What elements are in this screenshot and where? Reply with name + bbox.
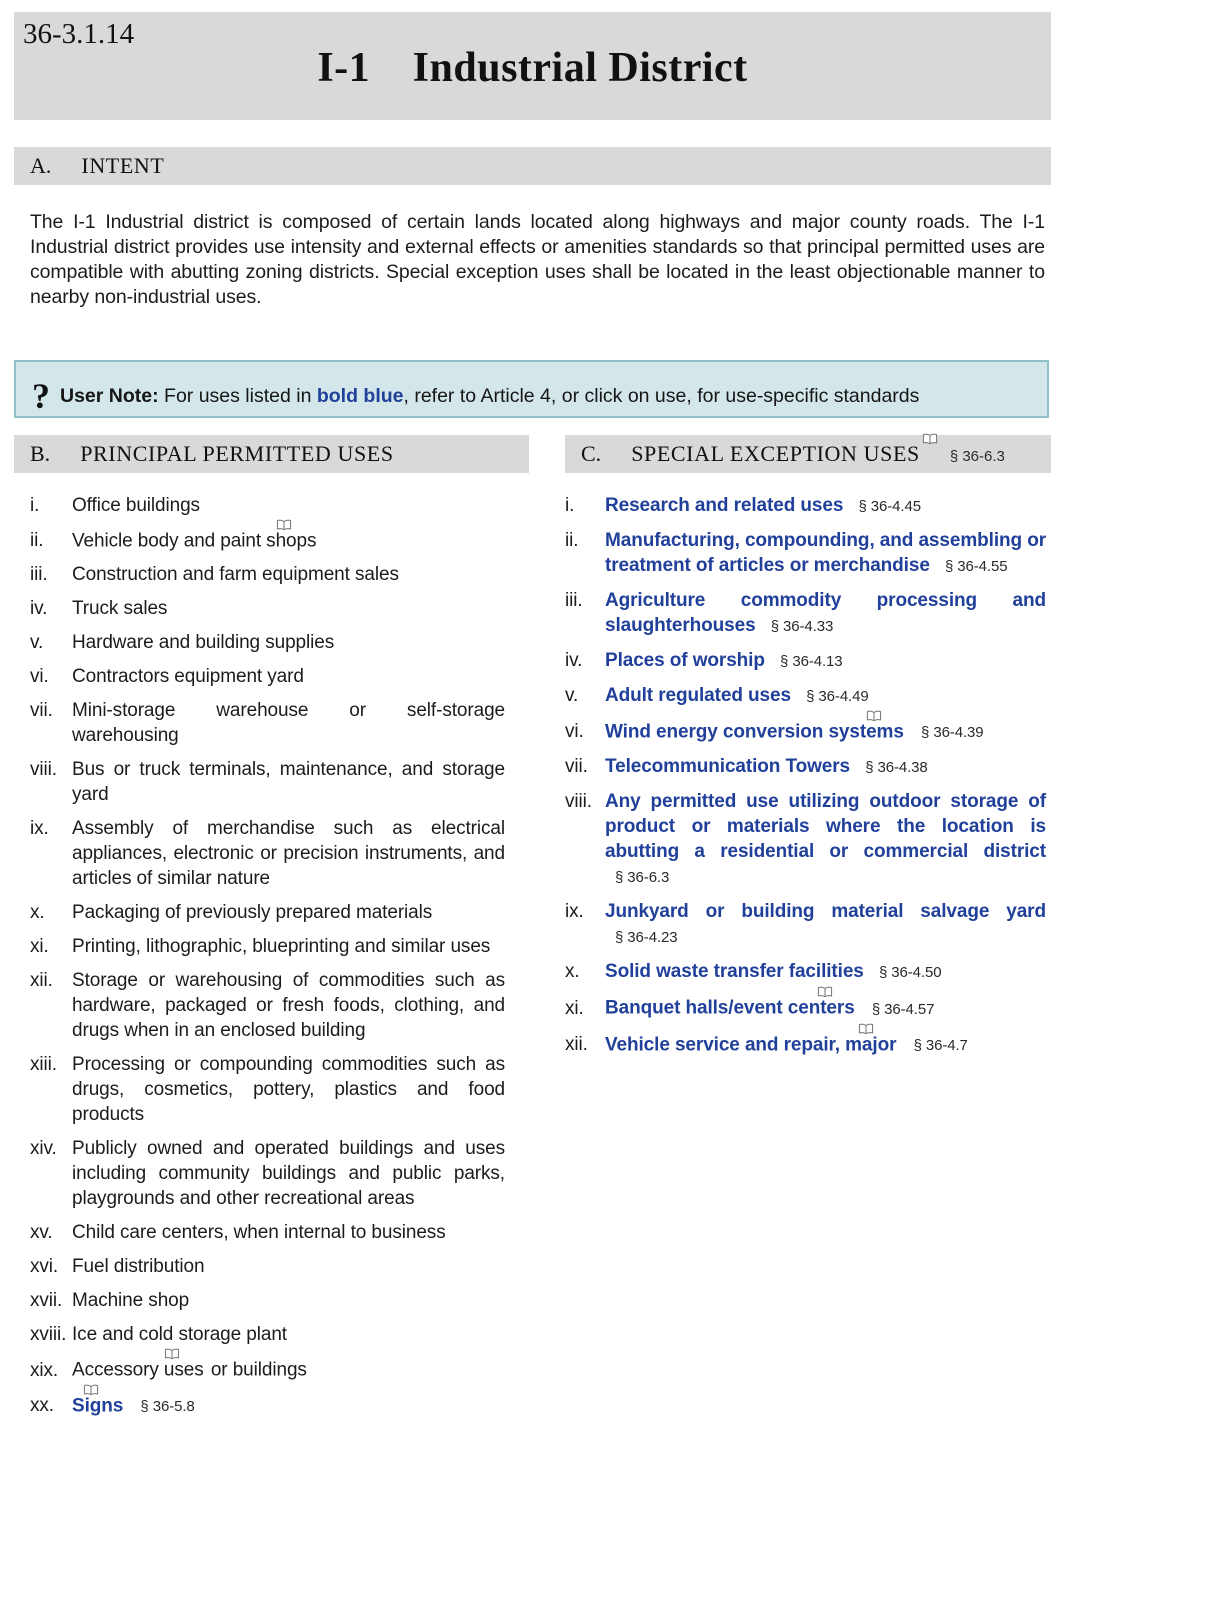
item-numeral: vii.: [565, 756, 588, 778]
use-item: [565, 683, 1046, 709]
use-link[interactable]: Wind energy conversion systems: [605, 721, 904, 743]
use-item: [30, 664, 505, 689]
code-reference: § 36-4.38: [865, 759, 928, 777]
intent-section-title: INTENT: [81, 153, 165, 178]
use-label: Publicly owned and operated buildings and uses including community buildings and public parks, playgrounds and other recreational areas: [72, 1138, 505, 1210]
use-link[interactable]: Banquet halls/event centers: [605, 997, 855, 1019]
use-item: [565, 588, 1046, 639]
item-numeral: vii.: [30, 700, 53, 722]
use-label: Processing or compounding commodities such as drugs, cosmetics, pottery, plastics and food products: [72, 1054, 505, 1126]
use-item: [565, 718, 1046, 745]
item-numeral: xix.: [30, 1359, 59, 1381]
code-reference: § 36-6.3: [615, 869, 670, 887]
item-numeral: xi.: [565, 997, 584, 1019]
use-item: [30, 698, 505, 748]
use-item: [30, 1356, 505, 1382]
use-link[interactable]: Research and related uses: [605, 495, 844, 516]
use-link[interactable]: Solid waste transfer facilities: [605, 961, 864, 983]
code-reference: § 36-4.45: [858, 498, 921, 515]
intent-section-letter: A.: [30, 153, 52, 178]
use-label: Truck sales: [72, 598, 168, 620]
item-numeral: xvii.: [30, 1290, 63, 1312]
bold-blue-sample: bold blue: [316, 385, 404, 407]
item-numeral: i.: [565, 495, 575, 516]
use-item: [30, 757, 505, 807]
item-numeral: viii.: [30, 759, 57, 781]
use-item: [565, 899, 1046, 950]
use-item: [30, 1288, 505, 1313]
code-reference: § 36-4.39: [921, 724, 984, 742]
use-label: Bus or truck terminals, maintenance, and storage yard: [72, 759, 505, 806]
item-numeral: xvi.: [30, 1256, 59, 1278]
item-numeral: xii.: [565, 1033, 588, 1055]
use-link[interactable]: Any permitted use utilizing outdoor storage of product or materials where the location is abutting a residential or commercial district: [605, 791, 1046, 863]
code-reference: § 36-4.7: [913, 1036, 968, 1054]
item-numeral: i.: [30, 495, 40, 516]
user-note-text: [60, 384, 919, 409]
use-label: Mini-storage warehouse or self-storage warehousing: [72, 700, 505, 747]
item-numeral: vi.: [565, 721, 584, 743]
use-item: [30, 934, 505, 959]
use-label: Printing, lithographic, blueprinting and similar uses: [72, 936, 491, 958]
intent-heading-bar: [14, 147, 1051, 185]
code-reference: § 36-4.49: [806, 688, 869, 705]
use-label: Packaging of previously prepared materials: [72, 902, 433, 924]
item-numeral: xx.: [30, 1394, 54, 1416]
item-numeral: xii.: [30, 970, 53, 992]
item-numeral: v.: [30, 632, 44, 654]
special-exception-uses-section: [565, 435, 1051, 1428]
use-label: Child care centers, when internal to business: [72, 1222, 446, 1244]
user-note-before: For uses listed in: [158, 385, 317, 407]
special-section-title: SPECIAL EXCEPTION USES: [631, 441, 920, 466]
use-item: [565, 754, 1046, 780]
item-numeral: v.: [565, 685, 579, 706]
use-label: Ice and cold storage plant: [72, 1324, 287, 1346]
special-section-letter: C.: [581, 441, 602, 466]
use-item: [30, 1136, 505, 1211]
use-label: Fuel distribution: [72, 1256, 205, 1278]
use-item: [30, 816, 505, 891]
intent-paragraph: The I-1 Industrial district is composed of certain lands located along highways and major county roads. The I-1 Industrial district provides use intensity and external effects or amenities standards so that principal permitted uses are compatible with abutting zoning districts. Special exception uses shall be located in the least objectionable manner to nearby non-industrial uses.: [30, 211, 1045, 308]
item-numeral: iii.: [30, 564, 48, 586]
use-label: Machine shop: [72, 1290, 190, 1312]
use-item: [30, 527, 505, 553]
item-numeral: ix.: [565, 901, 584, 923]
use-link[interactable]: Telecommunication Towers: [605, 756, 850, 778]
use-link[interactable]: Adult regulated uses: [605, 685, 791, 706]
item-numeral: ix.: [30, 818, 49, 840]
item-numeral: x.: [565, 961, 580, 983]
use-item: [565, 789, 1046, 890]
use-item: [30, 1052, 505, 1127]
use-item: [30, 596, 505, 621]
code-reference: § 36-4.33: [770, 618, 834, 635]
item-numeral: iv.: [565, 650, 583, 671]
permitted-section-letter: B.: [30, 441, 51, 466]
use-item: [565, 959, 1046, 985]
use-link[interactable]: Manufacturing, compounding, and assembling or treatment of articles or merchandise: [605, 530, 1046, 576]
use-item: [30, 1392, 505, 1419]
use-label: Hardware and building supplies: [72, 632, 335, 654]
item-numeral: viii.: [565, 791, 592, 813]
user-note-box: [14, 360, 1049, 418]
use-item: [565, 994, 1046, 1021]
permitted-section-title: PRINCIPAL PERMITTED USES: [80, 441, 394, 466]
use-item: [565, 528, 1046, 579]
user-note-after: , refer to Article 4, or click on use, for use-specific standards: [403, 385, 920, 407]
special-heading-bar: [565, 435, 1051, 473]
use-link[interactable]: Junkyard or building material salvage yard: [605, 901, 1046, 923]
item-numeral: iii.: [565, 590, 583, 611]
item-numeral: iv.: [30, 598, 48, 620]
use-link[interactable]: Signs: [72, 1394, 124, 1416]
use-item: [30, 900, 505, 925]
use-item: [30, 1254, 505, 1279]
code-reference: § 36-4.13: [780, 653, 843, 670]
code-reference: § 36-4.50: [878, 964, 942, 982]
use-item: [565, 648, 1046, 674]
item-numeral: xiii.: [30, 1054, 57, 1076]
use-link[interactable]: Agriculture commodity processing and slaughterhouses: [605, 590, 1046, 636]
principal-permitted-uses-section: [14, 435, 529, 1428]
question-mark-icon: ?: [32, 376, 50, 416]
use-label: Contractors equipment yard: [72, 666, 304, 688]
item-numeral: xi.: [30, 936, 49, 958]
item-numeral: x.: [30, 902, 45, 924]
use-item: [30, 493, 505, 518]
use-link[interactable]: Vehicle service and repair, major: [605, 1033, 897, 1055]
item-numeral: vi.: [30, 666, 49, 688]
item-numeral: xv.: [30, 1222, 53, 1244]
use-item: [30, 1322, 505, 1347]
item-numeral: ii.: [565, 530, 579, 551]
code-reference: § 36-4.23: [615, 929, 678, 947]
use-item: [565, 1031, 1046, 1058]
use-label: Vehicle body and paint shops: [72, 530, 317, 552]
use-label: Assembly of merchandise such as electrical appliances, electronic or precision instruments, and articles of similar nature: [72, 818, 505, 890]
use-item: [30, 562, 505, 587]
special-section-ref: § 36-6.3: [949, 448, 1005, 465]
use-item: [30, 968, 505, 1043]
section-code: 36-3.1.14: [23, 18, 135, 50]
book-icon[interactable]: [922, 433, 938, 445]
code-reference: § 36-4.57: [871, 1000, 935, 1018]
special-uses-list: [565, 493, 1051, 1058]
document-content: [14, 12, 1051, 1428]
document-header: [14, 12, 1051, 120]
use-item: [565, 493, 1046, 519]
item-numeral: ii.: [30, 530, 44, 552]
use-label: Storage or warehousing of commodities such as hardware, packaged or fresh foods, clothing, and drugs when in an enclosed building: [72, 970, 505, 1042]
user-note-label: User Note:: [60, 385, 159, 407]
code-reference: § 36-4.55: [944, 558, 1008, 575]
permitted-heading-bar: [14, 435, 529, 473]
item-numeral: xiv.: [30, 1138, 57, 1160]
permitted-uses-list: [14, 493, 529, 1419]
use-item: [30, 630, 505, 655]
use-link[interactable]: Places of worship: [605, 650, 765, 671]
page-title: I-1 Industrial District: [317, 45, 748, 91]
item-numeral: xviii.: [30, 1324, 67, 1346]
use-label: Office buildings: [72, 495, 200, 516]
code-reference: § 36-5.8: [140, 1397, 195, 1415]
two-column-use-tables: [14, 435, 1051, 1428]
use-label: Accessory uses: [72, 1359, 204, 1381]
use-item: [30, 1220, 505, 1245]
use-label-continued: or buildings: [205, 1359, 307, 1381]
use-label: Construction and farm equipment sales: [72, 564, 399, 586]
